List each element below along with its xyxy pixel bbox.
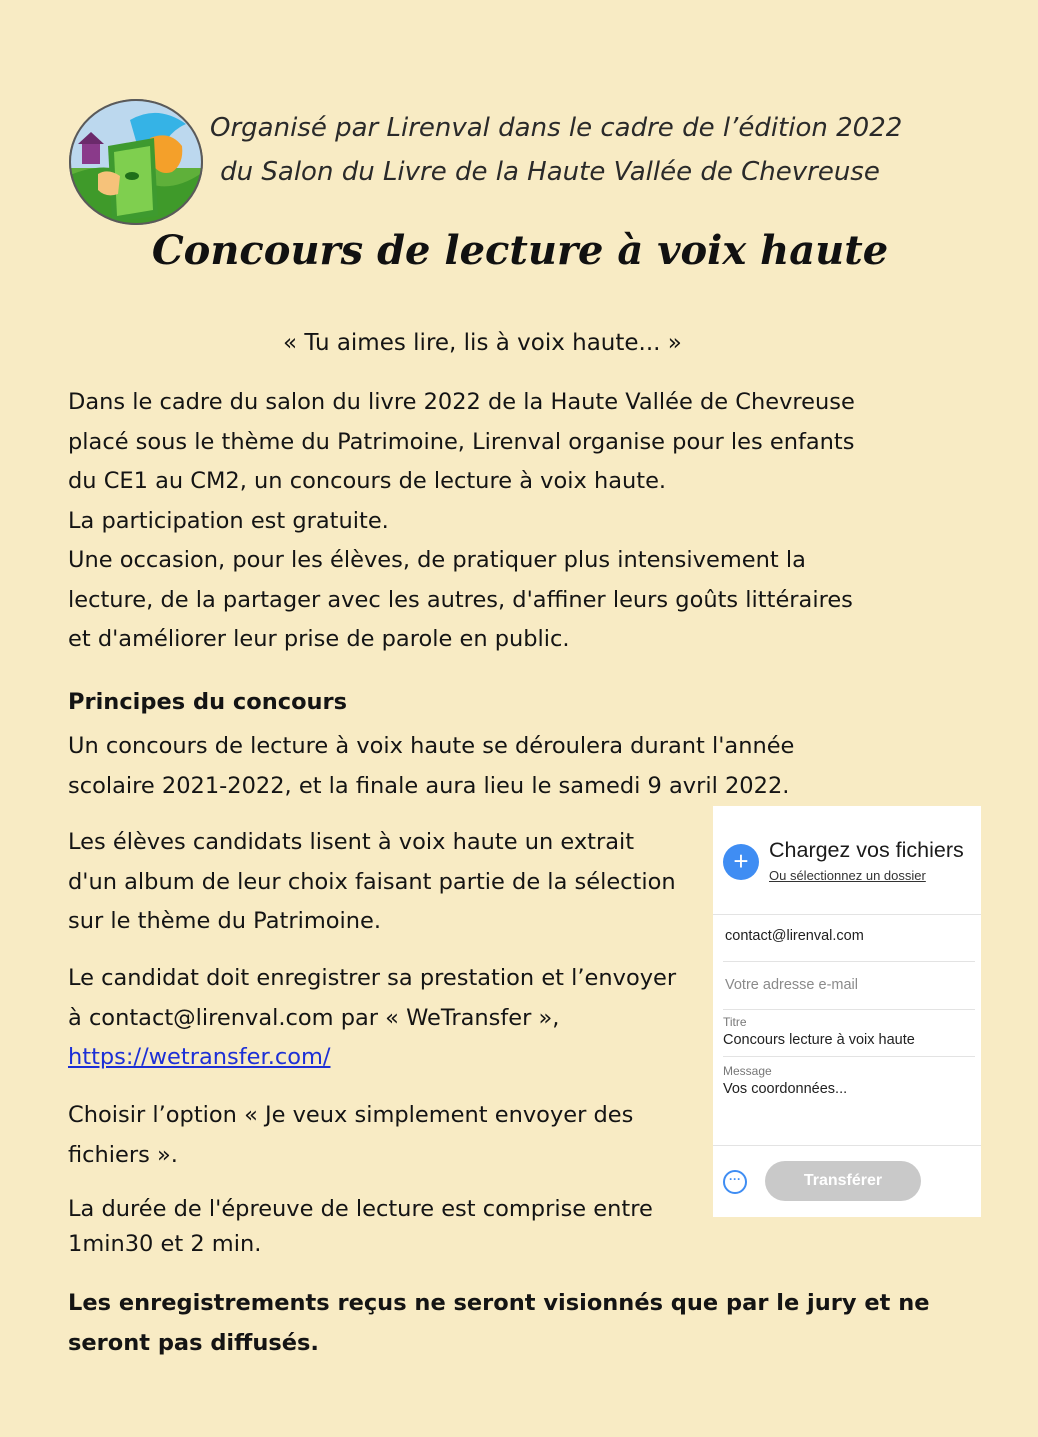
enregistrement-line: Le candidat doit enregistrer sa prestation et l’envoyer	[68, 965, 677, 991]
message-label: Message	[723, 1064, 772, 1078]
duree-line: La durée de l'épreuve de lecture est comprise entre	[68, 1196, 653, 1222]
principes-line: scolaire 2021-2022, et la finale aura lieu le samedi 9 avril 2022.	[68, 772, 790, 799]
lirenval-logo	[68, 98, 206, 226]
final-line: seront pas diffusés.	[68, 1330, 319, 1356]
email-field[interactable]: Votre adresse e-mail	[725, 977, 858, 993]
candidats-line: sur le thème du Patrimoine.	[68, 908, 382, 934]
intro-paragraph	[68, 383, 855, 660]
divider	[723, 1056, 975, 1057]
divider	[713, 914, 981, 915]
intro-line: La participation est gratuite.	[68, 507, 389, 534]
final-line: Les enregistrements reçus ne seront visionnés que par le jury et ne	[68, 1290, 930, 1316]
principes-line: Un concours de lecture à voix haute se déroulera durant l'année	[68, 733, 795, 759]
intro-line: et d'améliorer leur prise de parole en public.	[68, 626, 570, 652]
intro-line: lecture, de la partager avec les autres, d'affiner leurs goûts littéraires	[68, 586, 853, 613]
candidats-line: Les élèves candidats lisent à voix haute un extrait	[68, 829, 635, 855]
option-line: Choisir l’option « Je veux simplement envoyer des	[68, 1102, 634, 1128]
intro-line: Dans le cadre du salon du livre 2022 de la Haute Vallée de Chevreuse	[68, 389, 855, 415]
transfer-button[interactable]: Transférer	[765, 1161, 921, 1201]
recipient-field[interactable]: contact@lirenval.com	[725, 928, 864, 944]
divider	[723, 961, 975, 962]
title-field[interactable]: Concours lecture à voix haute	[723, 1032, 915, 1048]
candidats-paragraph	[68, 823, 676, 942]
divider	[713, 1145, 981, 1146]
organizer-line-1: Organisé par Lirenval dans le cadre de l’édition 2022	[210, 113, 903, 143]
tagline-quote: « Tu aimes lire, lis à voix haute... »	[283, 330, 682, 356]
enregistrement-paragraph	[68, 959, 676, 1078]
page-title: Concours de lecture à voix haute	[151, 227, 889, 274]
message-field[interactable]: Vos coordonnées...	[723, 1081, 848, 1097]
final-notice	[68, 1283, 930, 1363]
duree-paragraph	[68, 1192, 653, 1262]
plus-icon[interactable]: +	[723, 844, 759, 880]
option-paragraph	[68, 1096, 633, 1175]
upload-title: Chargez vos fichiers	[769, 838, 964, 862]
enregistrement-line: à contact@lirenval.com par « WeTransfer »,	[68, 1004, 560, 1031]
more-options-icon[interactable]: ···	[723, 1170, 747, 1194]
intro-line: placé sous le thème du Patrimoine, Lirenval organise pour les enfants	[68, 428, 855, 455]
candidats-line: d'un album de leur choix faisant partie de la sélection	[68, 868, 676, 895]
principes-paragraph	[68, 727, 794, 806]
organizer-line-2: du Salon du Livre de la Haute Vallée de Chevreuse	[220, 157, 880, 187]
duree-line: 1min30 et 2 min.	[68, 1231, 262, 1257]
wetransfer-link[interactable]: https://wetransfer.com/	[68, 1044, 331, 1070]
option-line: fichiers ».	[68, 1141, 178, 1168]
select-folder-link[interactable]: Ou sélectionnez un dossier	[769, 868, 926, 883]
intro-line: Une occasion, pour les élèves, de pratiquer plus intensivement la	[68, 547, 806, 573]
principes-heading: Principes du concours	[68, 689, 348, 715]
divider	[723, 1009, 975, 1010]
title-label: Titre	[723, 1015, 747, 1029]
wetransfer-widget	[713, 806, 981, 1217]
intro-line: du CE1 au CM2, un concours de lecture à voix haute.	[68, 468, 667, 494]
